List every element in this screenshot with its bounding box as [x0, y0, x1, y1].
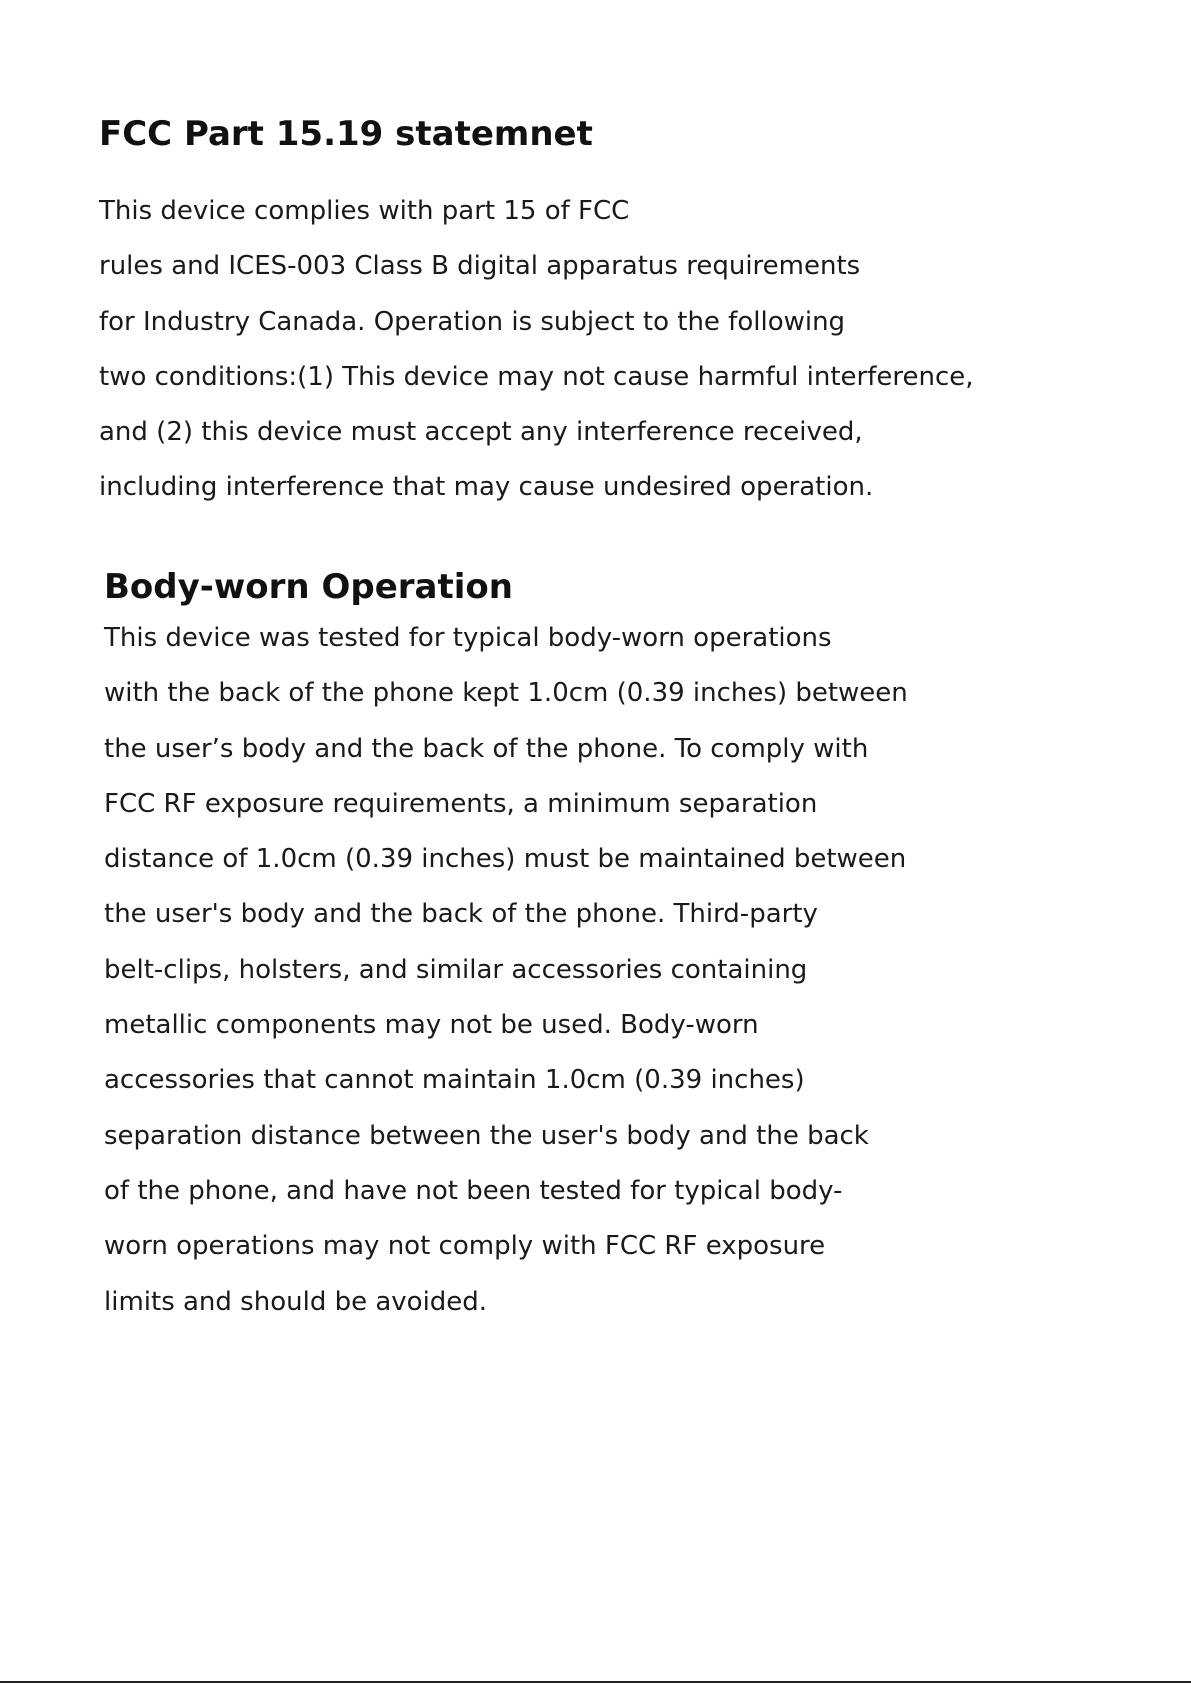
bottom-rule [0, 1681, 1191, 1683]
fcc-line: for Industry Canada. Operation is subject to the following [99, 306, 846, 337]
body-worn-heading: Body-worn Operation [104, 567, 513, 607]
fcc-line: This device complies with part 15 of FCC [99, 196, 630, 226]
body-worn-line: belt-clips, holsters, and similar accessories containing [104, 954, 808, 985]
body-worn-section [104, 565, 908, 1330]
body-worn-line: metallic components may not be used. Body-worn [104, 1010, 759, 1041]
body-worn-line: the user's body and the back of the phone. Third-party [104, 899, 818, 930]
fcc-heading: FCC Part 15.19 statemnet [99, 114, 593, 154]
body-worn-line: worn operations may not comply with FCC RF exposure [104, 1231, 826, 1262]
body-worn-line: FCC RF exposure requirements, a minimum separation [104, 788, 818, 819]
fcc-line: two conditions:(1) This device may not cause harmful interference, [99, 361, 974, 392]
body-worn-line: limits and should be avoided. [104, 1286, 488, 1317]
body-worn-paragraph [104, 611, 908, 1330]
body-worn-line: with the back of the phone kept 1.0cm (0.39 inches) between [104, 678, 908, 709]
body-worn-line: distance of 1.0cm (0.39 inches) must be maintained between [104, 844, 907, 875]
fcc-paragraph [99, 184, 974, 516]
fcc-section [99, 112, 974, 516]
fcc-line: including interference that may cause undesired operation. [99, 472, 874, 503]
fcc-line: rules and ICES-003 Class B digital apparatus requirements [99, 251, 861, 282]
body-worn-line: accessories that cannot maintain 1.0cm (0.39 inches) [104, 1065, 805, 1096]
body-worn-line: of the phone, and have not been tested for typical body- [104, 1175, 843, 1206]
body-worn-line: separation distance between the user's body and the back [104, 1120, 869, 1151]
body-worn-line: the user’s body and the back of the phone. To comply with [104, 733, 869, 764]
body-worn-line: This device was tested for typical body-worn operations [104, 623, 832, 653]
fcc-line: and (2) this device must accept any interference received, [99, 417, 863, 448]
